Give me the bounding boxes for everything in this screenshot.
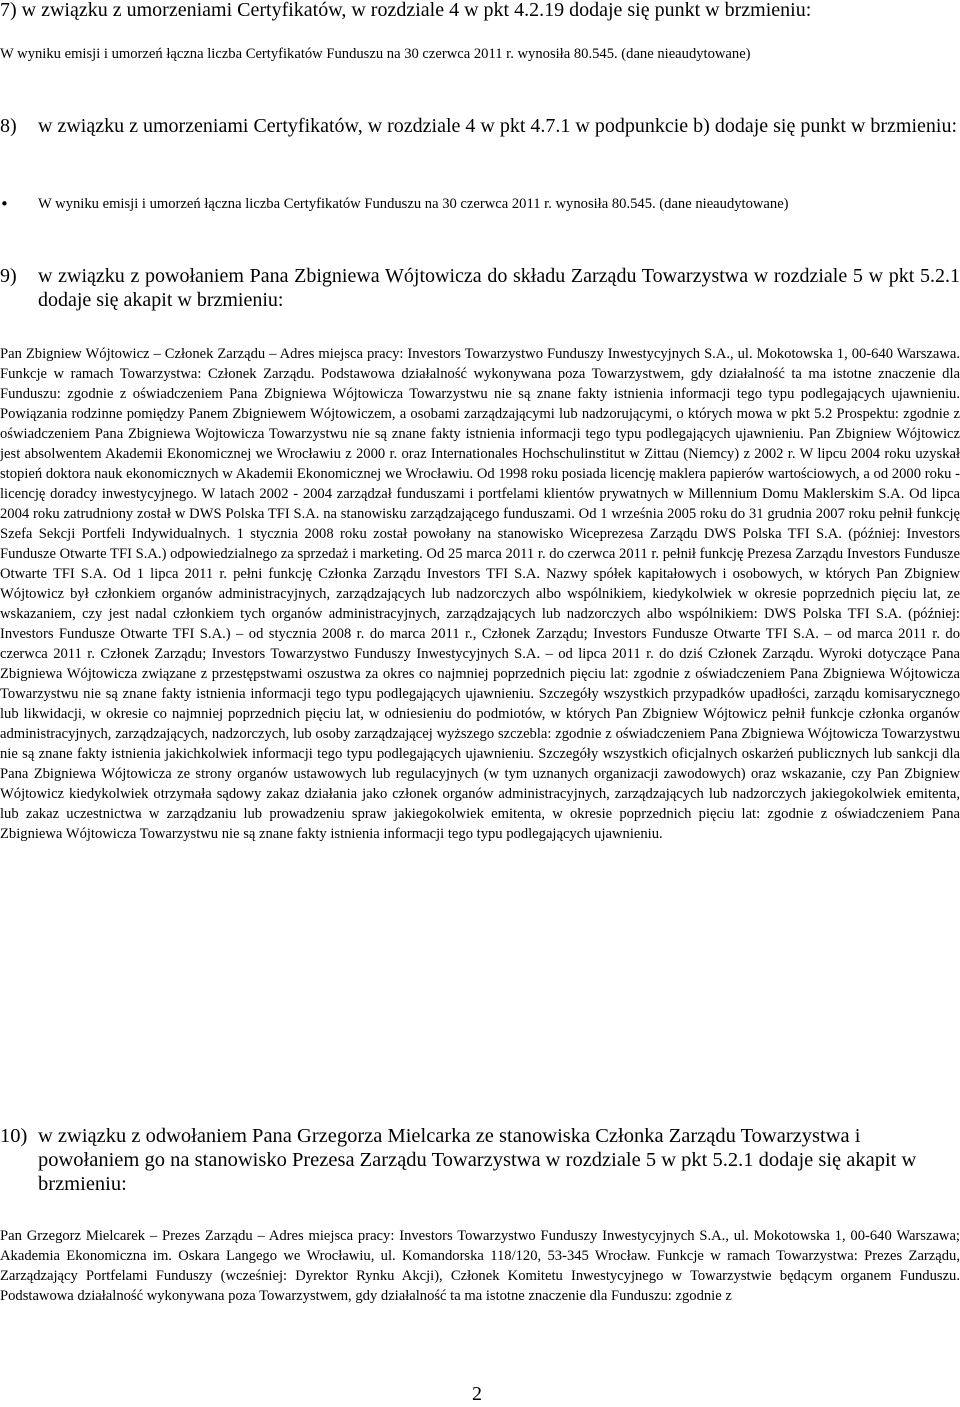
item-9-number: 9) [0,265,17,287]
item-8-body: W wyniku emisji i umorzeń łączna liczba Certyfikatów Funduszu na 30 czerwca 2011 r. wynosiła 80.545. (dane nieaudytowane) [38,196,789,212]
bullet-icon: • [0,195,9,213]
item-9-body: Pan Zbigniew Wójtowicz – Członek Zarządu – Adres miejsca pracy: Investors Towarzystwo Funduszy Inwestycyjnych S.A., ul. Mokotowska 1, 00-640 Warszawa. Funkcje w ramach Towarzystwa: Członek Zarządu. Podstawowa działalność wykonywana poza Towarzystwem, gdy działalność ta ma istotne znaczenie dla Funduszu: zgodnie z oświadczeniem Pana Zbigniewa Wójtowicza Towarzystwu nie są znane fakty istnienia informacji tego typu podlegających ujawnieniu. Powiązania rodzinne pomiędzy Panem Zbigniewem Wójtowiczem, a osobami zarządzającymi lub nadzorującymi, o których mowa w pkt 5.2 Prospektu: zgodnie z oświadczeniem Pana Zbigniewa Wojtowicza Towarzystwu nie są znane fakty istnienia informacji tego typu podlegających ujawnieniu. Pan Zbigniew Wójtowicz jest absolwentem Akademii Ekonomicznej we Wrocławiu z 2000 r. oraz Internationales Hochschulinstitut w Zittau (Niemcy) z 2002 r. W lipcu 2004 roku uzyskał stopień doktora nauk ekonomicznych w Akademii Ekonomicznej we Wrocławiu. Od 1998 roku posiada licencję maklera papierów wartościowych, a od 2000 roku - licencję doradcy inwestycyjnego. W latach 2002 - 2004 zarządzał funduszami i portfelami klientów prywatnych w Millennium Domu Maklerskim S.A. Od lipca 2004 roku zatrudniony został w DWS Polska TFI S.A. na stanowisku zarządzającego funduszami. Od 1 września 2005 roku do 31 grudnia 2007 roku pełnił funkcję Szefa Sekcji Portfeli Indywidualnych. 1 stycznia 2008 roku został powołany na stanowisko Wiceprezesa Zarządu DWS Polska TFI S.A. (później: Investors Fundusze Otwarte TFI S.A.) odpowiedzialnego za sprzedaż i marketing. Od 25 marca 2011 r. do czerwca 2011 r. pełnił funkcję Prezesa Zarządu Investors Fundusze Otwarte TFI S.A. Od 1 lipca 2011 r. pełni funkcję Członka Zarządu Investors TFI S.A. Nazwy spółek kapitałowych i osobowych, w których Pan Zbigniew Wójtowicz był członkiem organów administracyjnych, zarządzających lub nadzorczych albo wspólnikiem, kiedykolwiek w okresie poprzednich pięciu lat, ze wskazaniem, czy jest nadal członkiem tych organów administracyjnych, zarządzających lub nadzorczych albo wspólnikiem: DWS Polska TFI S.A. (później: Investors Fundusze Otwarte TFI S.A.) – od stycznia 2008 r. do marca 2011 r., Członek Zarządu; Investors Fundusze Otwarte TFI S.A. – od marca 2011 r. do czerwca 2011 r. Członek Zarządu; Investors Towarzystwo Funduszy Inwestycyjnych S.A. – od lipca 2011 r. do dziś Członek Zarządu. Wyroki dotyczące Pana Zbigniewa Wójtowicza związane z przestępstwami oszustwa za okres co najmniej poprzednich pięciu lat: zgodnie z oświadczeniem Pana Zbigniewa Wójtowicza Towarzystwu nie są znane fakty istnienia informacji tego typu podlegających ujawnieniu. Szczegóły wszystkich przypadków upadłości, zarządu komisarycznego lub likwidacji, w okresie co najmniej poprzednich pięciu lat, w odniesieniu do podmiotów, w których Pan Zbigniew Wójtowicz pełnił funkcje członka organów administracyjnych, zarządzających, nadzorczych, lub osoby zarządzającej wyższego szczebla: zgodnie z oświadczeniem Pana Zbigniewa Wójtowicza Towarzystwu nie są znane fakty istnienia jakichkolwiek informacji tego typu podlegających ujawnieniu. Szczegóły wszystkich oficjalnych oskarżeń publicznych lub sankcji dla Pana Zbigniewa Wójtowicza ze strony organów ustawowych lub regulacyjnych (w tym uznanych organizacji zawodowych) oraz wskazanie, czy Pan Zbigniew Wójtowicz kiedykolwiek otrzymała sądowy zakaz działania jako członek organów administracyjnych, zarządzających lub nadzorczych jakiegokolwiek emitenta, lub zakaz uczestnictwa w zarządzaniu lub prowadzeniu spraw jakiegokolwiek emitenta, w okresie poprzednich pięciu lat: zgodnie z oświadczeniem Pana Zbigniewa Wójtowicza Towarzystwu nie są znane fakty istnienia informacji tego typu podlegających ujawnieniu. [0,346,960,842]
page-number: 2 [472,1383,482,1405]
item-8-heading-text: w związku z umorzeniami Certyfikatów, w rozdziale 4 w pkt 4.7.1 w podpunkcie b) dodaje się punkt w brzmieniu: [38,115,958,137]
item-7-body: W wyniku emisji i umorzeń łączna liczba Certyfikatów Funduszu na 30 czerwca 2011 r. wynosiła 80.545. (dane nieaudytowane) [0,46,751,62]
item-8-number: 8) [0,115,17,137]
item-9-heading [0,264,960,312]
item-7-heading: 7) w związku z umorzeniami Certyfikatów, w rozdziale 4 w pkt 4.2.19 dodaje się punkt w brzmieniu: [0,0,812,21]
item-8-bullet-block [0,194,960,234]
item-10-heading [0,1124,960,1196]
item-8-heading [0,114,960,138]
item-10-body: Pan Grzegorz Mielcarek – Prezes Zarządu – Adres miejsca pracy: Investors Towarzystwo Funduszy Inwestycyjnych S.A., ul. Mokotowska 1, 00-640 Warszawa; Akademia Ekonomiczna im. Oskara Langego we Wrocławiu, ul. Komandorska 118/120, 53-345 Wrocław. Funkcje w ramach Towarzystwa: Prezes Zarządu, Zarządzający Portfelami Funduszy (wcześniej: Dyrektor Rynku Akcji), Członek Komitetu Inwestycyjnego w Towarzystwie będącym organem Funduszu. Podstawowa działalność wykonywana poza Towarzystwem, gdy działalność ta ma istotne znaczenie dla Funduszu: zgodnie z [0,1228,960,1304]
item-10-heading-text: w związku z odwołaniem Pana Grzegorza Mielcarka ze stanowiska Członka Zarządu Towarzystwa i powołaniem go na stanowisko Prezesa Zarządu Towarzystwa w rozdziale 5 w pkt 5.2.1 dodaje się akapit w brzmieniu: [38,1125,917,1195]
item-10-number: 10) [0,1125,28,1147]
item-9-heading-text: w związku z powołaniem Pana Zbigniewa Wójtowicza do składu Zarządu Towarzystwa w rozdziale 5 w pkt 5.2.1 dodaje się akapit w brzmieniu: [38,265,960,311]
